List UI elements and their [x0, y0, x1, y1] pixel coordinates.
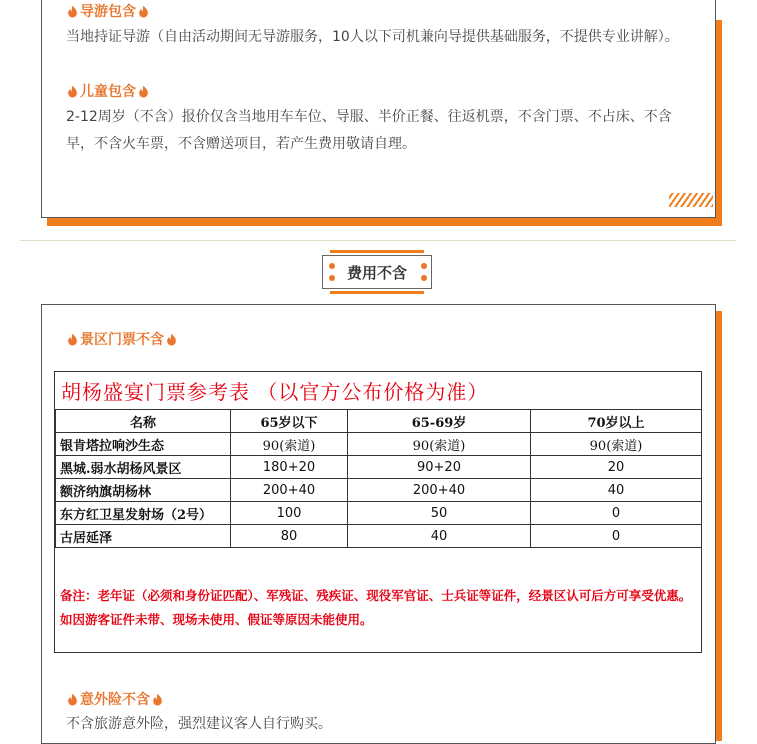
table-cell: 40 [531, 479, 702, 502]
badge-dot [329, 275, 335, 281]
table-cell: 20 [531, 456, 702, 479]
insurance-section-text: 不含旅游意外险，强烈建议客人自行购买。 [66, 716, 332, 732]
table-cell-name: 额济纳旗胡杨林 [56, 479, 231, 502]
flame-icon [66, 693, 79, 706]
ticket-section-title: 景区门票不含 [66, 329, 178, 349]
guide-section-title: 导游包含 [66, 1, 150, 21]
insurance-section-title: 意外险不含 [66, 689, 164, 709]
badge-bar-bottom [330, 291, 424, 294]
table-cell-name: 东方红卫星发射场（2号） [56, 502, 231, 525]
table-header-cell: 70岁以上 [531, 410, 702, 433]
table-cell: 180+20 [231, 456, 348, 479]
table-row [56, 525, 702, 548]
table-cell-name: 银肯塔拉响沙生态 [56, 433, 231, 456]
table-cell: 90(索道) [531, 433, 702, 456]
child-section-title: 儿童包含 [66, 81, 150, 101]
table-cell-name: 黑城.弱水胡杨风景区 [56, 456, 231, 479]
table-header-cell: 名称 [56, 410, 231, 433]
table-cell: 200+40 [348, 479, 531, 502]
section-divider [20, 240, 736, 241]
flame-icon [137, 85, 150, 98]
table-cell: 80 [231, 525, 348, 548]
table-header-cell: 65岁以下 [231, 410, 348, 433]
table-row [56, 456, 702, 479]
table-row [56, 433, 702, 456]
table-cell: 0 [531, 502, 702, 525]
table-cell: 200+40 [231, 479, 348, 502]
fees-excluded-badge: 费用不含 [322, 255, 432, 289]
ticket-grid [55, 409, 702, 548]
table-cell: 90(索道) [348, 433, 531, 456]
table-cell: 0 [531, 525, 702, 548]
fees-excluded-header [322, 250, 434, 294]
badge-dot [421, 263, 427, 269]
flame-icon [165, 333, 178, 346]
table-row [56, 502, 702, 525]
card-shadow [716, 311, 722, 741]
flame-icon [66, 5, 79, 18]
flame-icon [137, 5, 150, 18]
table-cell: 100 [231, 502, 348, 525]
guide-section-text: 当地持证导游（自由活动期间无导游服务，10人以下司机兼向导提供基础服务，不提供专业讲解）。 [66, 29, 679, 45]
badge-bar-top [330, 250, 424, 253]
table-cell: 90(索道) [231, 433, 348, 456]
table-cell-name: 古居延泽 [56, 525, 231, 548]
child-section-text: 2-12周岁（不含）报价仅含当地用车车位、导服、半价正餐、往返机票，不含门票、不占床、不含早，不含火车票，不含赠送项目，若产生费用敬请自理。 [66, 109, 672, 152]
table-row [56, 479, 702, 502]
included-card [41, 0, 716, 218]
table-cell: 90+20 [348, 456, 531, 479]
table-note: 备注：老年证（必须和身份证匹配）、军残证、残疾证、现役军官证、士兵证等证件，经景区认可后方可享受优惠。如因游客证件未带、现场未使用、假证等原因未能使用。 [60, 588, 692, 627]
badge-dot [421, 275, 427, 281]
table-header-cell: 65-69岁 [348, 410, 531, 433]
table-cell: 40 [348, 525, 531, 548]
flame-icon [66, 85, 79, 98]
table-title: 胡杨盛宴门票参考表 （以官方公布价格为准） [61, 380, 489, 404]
hatch-decoration [669, 193, 713, 207]
flame-icon [66, 333, 79, 346]
table-cell: 50 [348, 502, 531, 525]
ticket-price-table [54, 371, 702, 653]
badge-dot [329, 263, 335, 269]
flame-icon [151, 693, 164, 706]
table-header-row [56, 410, 702, 433]
